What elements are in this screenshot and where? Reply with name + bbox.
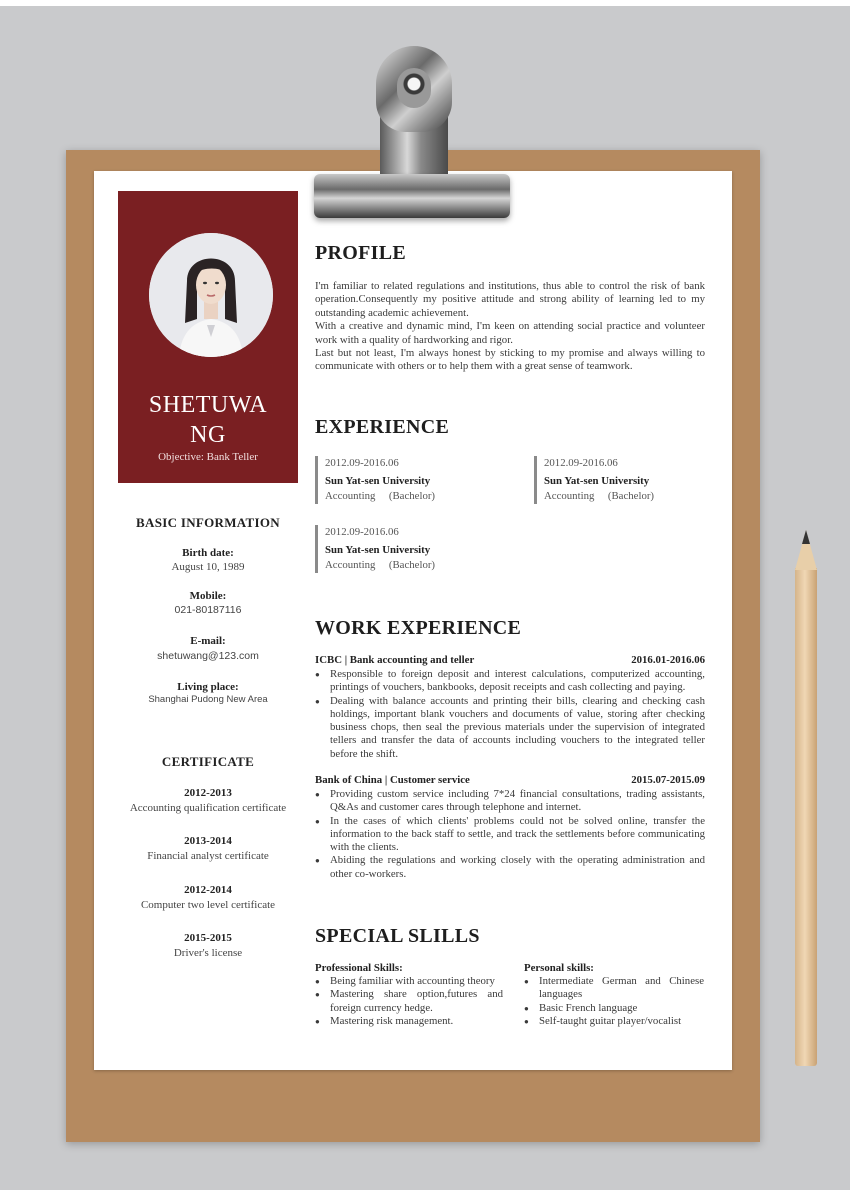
name-line-1: SHETUWA	[148, 392, 268, 418]
binder-clip	[314, 174, 510, 218]
living-place-value: Shanghai Pudong New Area	[148, 694, 268, 705]
pencil-tip	[802, 530, 810, 544]
education-school: Sun Yat-sen University	[544, 475, 650, 487]
profile-paragraph-1: I'm familiar to related regulations and institutions, thus able to control the risk of bank operation.Consequently my positive attitude and strong ability of learning led to my outstanding academic achievement.	[315, 280, 705, 319]
experience-heading: EXPERIENCE	[315, 416, 450, 438]
education-item-3	[315, 525, 505, 573]
list-item: ● Self-taught guitar player/vocalist	[524, 1015, 704, 1028]
email-value: shetuwang@123.com	[157, 650, 259, 662]
top-band	[0, 0, 850, 6]
professional-skills-heading: Professional Skills:	[315, 962, 403, 974]
profile-photo	[149, 233, 273, 357]
list-item: ● Mastering share option,futures and foreign currency hedge.	[315, 988, 503, 1015]
list-item: ● Basic French language	[524, 1002, 704, 1015]
certificate-heading: CERTIFICATE	[161, 754, 255, 769]
list-item: ● Abiding the regulations and working closely with the operating administration and other co-workers.	[315, 854, 705, 881]
clip-ring-hole	[397, 68, 431, 108]
list-item: ● Responsible to foreign deposit and interest calculations, computerized accounting, printings of vouchers, bankbooks, deposit receipts and cash collecting and paying.	[315, 668, 705, 695]
education-date: 2012.09-2016.06	[544, 457, 618, 469]
education-major: Accounting (Bachelor)	[325, 490, 436, 502]
list-item: ● Mastering risk management.	[315, 1015, 503, 1028]
cert-year-2: 2013-2014	[184, 835, 232, 847]
cert-year-1: 2012-2013	[184, 787, 232, 799]
job-2-duties	[315, 788, 705, 881]
education-item-2	[534, 456, 724, 504]
list-item: ● Being familiar with accounting theory	[315, 975, 503, 988]
mobile-label: Mobile:	[189, 590, 227, 602]
education-date: 2012.09-2016.06	[325, 457, 399, 469]
education-school: Sun Yat-sen University	[325, 475, 431, 487]
cert-name-1: Accounting qualification certificate	[129, 802, 287, 814]
candidate-name	[118, 390, 298, 450]
profile-paragraph-3: Last but not least, I'm always honest by sticking to my promise and always willing to communicate with others or to help them with a great sense of teamwork.	[315, 347, 705, 373]
job-2-company: Bank of China | Customer service	[315, 774, 470, 786]
skills-heading: SPECIAL SLILLS	[315, 925, 480, 947]
cert-name-3: Computer two level certificate	[140, 899, 276, 911]
birth-date-label: Birth date:	[182, 547, 234, 559]
education-item-1	[315, 456, 505, 504]
education-school: Sun Yat-sen University	[325, 544, 431, 556]
job-1-header	[315, 654, 705, 666]
profile-heading: PROFILE	[315, 242, 406, 264]
job-1-duties	[315, 668, 705, 761]
job-2-period: 2015.07-2015.09	[631, 774, 705, 786]
list-item: ● Providing custom service including 7*24 financial consultations, trading assistants, Q&As and customer cares through telephone and internet.	[315, 788, 705, 815]
education-date: 2012.09-2016.06	[325, 526, 399, 538]
living-place-label: Living place:	[177, 681, 239, 693]
cert-year-4: 2015-2015	[184, 932, 232, 944]
cert-name-2: Financial analyst certificate	[147, 850, 269, 862]
basic-info-heading: BASIC INFORMATION	[136, 515, 280, 530]
work-experience-heading: WORK EXPERIENCE	[315, 617, 522, 639]
list-item: ● Dealing with balance accounts and printing their bills, clearing and checking cash holdings, important blank vouchers and documents of value, storing after checking business chops, then seal the previous materials under the supervision of integrated tellers and transfer the data of accounts including vouchers to the integrated teller before the shift.	[315, 695, 705, 761]
personal-skills-heading: Personal skills:	[524, 962, 594, 974]
education-major: Accounting (Bachelor)	[544, 490, 655, 502]
list-item: ● Intermediate German and Chinese languages	[524, 975, 704, 1002]
profile-paragraph-2: With a creative and dynamic mind, I'm keen on attending social practice and volunteer work with a quality of hardworking and rigor.	[315, 320, 705, 346]
education-major: Accounting (Bachelor)	[325, 559, 436, 571]
email-label: E-mail:	[190, 635, 226, 647]
cert-name-4: Driver's license	[173, 947, 243, 959]
personal-skills-list	[524, 975, 704, 1028]
cert-year-3: 2012-2014	[184, 884, 232, 896]
profile-text	[315, 280, 705, 374]
pencil	[795, 568, 817, 1066]
job-1-period: 2016.01-2016.06	[631, 654, 705, 666]
name-line-2: NG	[190, 422, 226, 448]
professional-skills-list	[315, 975, 503, 1028]
mobile-value: 021-80187116	[174, 604, 242, 616]
list-item: ● In the cases of which clients' problems could not be solved online, transfer the information to the back staff to settle, and track the settlements before communicating with the clients.	[315, 815, 705, 855]
objective: Objective: Bank Teller	[158, 451, 258, 463]
portrait-illustration	[149, 233, 273, 357]
job-2-header	[315, 774, 705, 786]
birth-date-value: August 10, 1989	[171, 561, 245, 573]
job-1-company: ICBC | Bank accounting and teller	[315, 654, 475, 666]
